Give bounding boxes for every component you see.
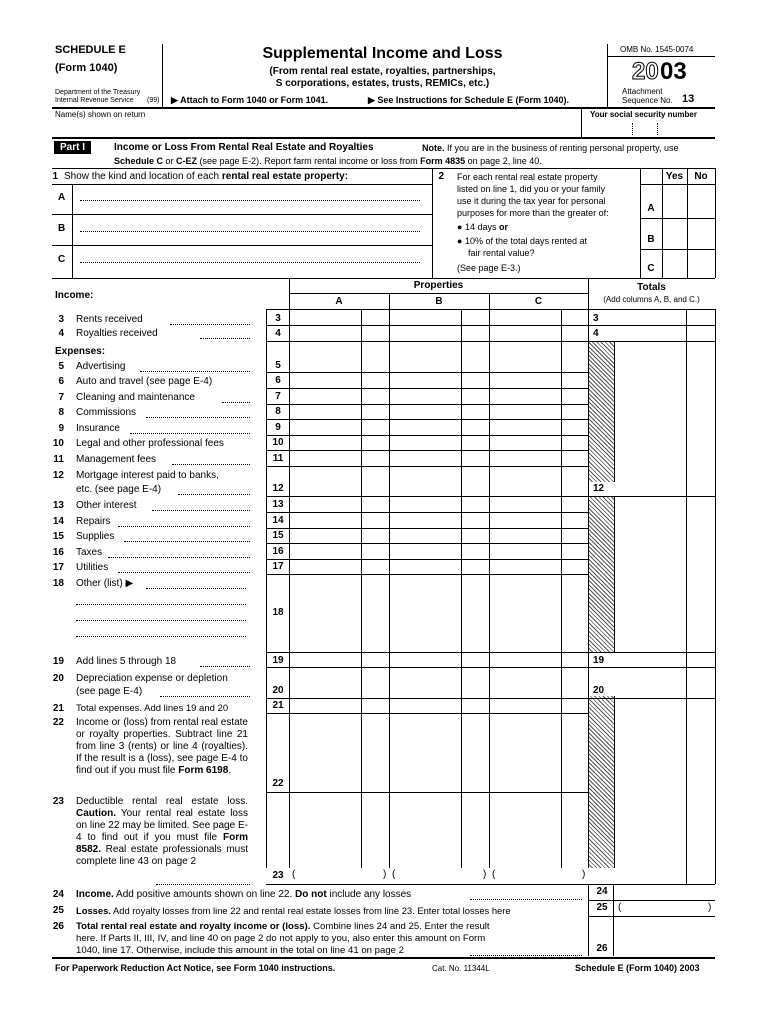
footer-cat-no: Cat. No. 11344L bbox=[432, 964, 490, 973]
line8-number: 8 bbox=[58, 407, 64, 418]
line21-amount-input[interactable] bbox=[290, 699, 560, 712]
line7-amount-input[interactable] bbox=[290, 389, 560, 402]
line2-row-c: C bbox=[647, 263, 655, 274]
line11-label: Management fees bbox=[76, 454, 157, 465]
line2-row-a: A bbox=[647, 203, 655, 214]
form-number: (Form 1040) bbox=[55, 62, 118, 74]
attachment-label: Attachment bbox=[622, 87, 663, 96]
line2-bullet-2b: fair rental value? bbox=[468, 248, 535, 258]
line17-amount-input[interactable] bbox=[290, 560, 560, 573]
line16-amount-input[interactable] bbox=[290, 544, 560, 557]
line16-number: 16 bbox=[52, 547, 64, 558]
note-c-ez: C-EZ bbox=[176, 156, 198, 166]
ssn-label: Your social security number bbox=[590, 110, 697, 119]
line12-box: 12 bbox=[272, 483, 284, 494]
line20-total-box: 20 bbox=[593, 685, 605, 696]
line6-box: 6 bbox=[275, 375, 281, 386]
line19-amount-input[interactable] bbox=[290, 653, 560, 666]
line23-form-8582: Form 8582. bbox=[76, 832, 248, 855]
line21-number: 21 bbox=[52, 703, 64, 714]
line12-label-2: etc. (see page E-4) bbox=[76, 484, 162, 495]
note-label: Note. bbox=[422, 143, 445, 153]
line7-box: 7 bbox=[275, 391, 281, 402]
line10-label: Legal and other professional fees bbox=[76, 438, 224, 449]
line2-bullet-2: 10% of the total days rented at bbox=[464, 236, 588, 246]
line1-label-bold: rental real estate property: bbox=[221, 171, 349, 182]
line18-other-input-1[interactable] bbox=[146, 588, 246, 589]
ssn-input[interactable] bbox=[590, 122, 712, 136]
subtitle-1: (From rental real estate, royalties, partnerships, bbox=[269, 66, 496, 77]
line23-box: 23 bbox=[272, 870, 284, 881]
line25-number: 25 bbox=[52, 905, 64, 916]
line16-label: Taxes bbox=[76, 547, 103, 558]
line2-b-yes-box[interactable] bbox=[663, 219, 686, 249]
line26-number: 26 bbox=[52, 921, 64, 932]
line23-number: 23 bbox=[52, 796, 64, 807]
line2-a-yes-box[interactable] bbox=[663, 185, 686, 215]
line25-box: 25 bbox=[596, 902, 608, 913]
line13-box: 13 bbox=[272, 499, 284, 510]
line3-number: 3 bbox=[58, 314, 64, 325]
line5-amount-input[interactable] bbox=[290, 358, 560, 371]
line15-label: Supplies bbox=[76, 531, 115, 542]
line25-bold: Losses. bbox=[76, 905, 111, 916]
line4-number: 4 bbox=[58, 328, 64, 339]
line10-box: 10 bbox=[272, 437, 284, 448]
line9-box: 9 bbox=[275, 422, 281, 433]
line22-form-6198: Form 6198 bbox=[178, 765, 229, 776]
line19-label: Add lines 5 through 18 bbox=[76, 656, 177, 667]
line23-b-input[interactable] bbox=[397, 869, 481, 882]
income-heading: Income: bbox=[55, 290, 94, 301]
part1-title: Income or Loss From Rental Real Estate and Royalties bbox=[114, 142, 374, 153]
line10-amount-input[interactable] bbox=[290, 436, 560, 449]
line17-number: 17 bbox=[52, 562, 64, 573]
form-title: Supplemental Income and Loss bbox=[262, 45, 503, 62]
property-c-input[interactable] bbox=[80, 262, 420, 263]
sequence-number: 13 bbox=[682, 93, 695, 105]
year-outline: 20 bbox=[632, 58, 659, 85]
line7-label: Cleaning and maintenance bbox=[76, 392, 195, 403]
line2-text-3: use it during the tax year for personal bbox=[457, 196, 606, 206]
line23-caution: Caution. bbox=[76, 808, 116, 819]
dept-line1: Department of the Treasury bbox=[55, 89, 141, 96]
line12-number: 12 bbox=[52, 470, 64, 481]
line7-number: 7 bbox=[58, 392, 64, 403]
dept-code: (99) bbox=[147, 97, 160, 104]
line9-number: 9 bbox=[58, 423, 64, 434]
totals-header: Totals bbox=[637, 282, 666, 293]
property-b-input[interactable] bbox=[80, 231, 420, 232]
line22-end: . bbox=[228, 765, 232, 776]
totals-sub: (Add columns A, B, and C.) bbox=[603, 295, 700, 304]
line19-total-box: 19 bbox=[593, 655, 605, 666]
line6-number: 6 bbox=[58, 376, 64, 387]
names-input[interactable] bbox=[56, 120, 576, 134]
line12-total-box: 12 bbox=[593, 483, 605, 494]
sequence-label: Sequence No. bbox=[622, 96, 673, 105]
line2-bullet-1-or: or bbox=[498, 222, 508, 232]
line13-number: 13 bbox=[52, 500, 64, 511]
line15-box: 15 bbox=[272, 530, 284, 541]
line18-label: Other (list) ▶ bbox=[76, 578, 134, 589]
footer-form-id: Schedule E (Form 1040) 2003 bbox=[575, 963, 700, 973]
line8-amount-input[interactable] bbox=[290, 405, 560, 418]
line22-amount-input[interactable] bbox=[290, 714, 560, 791]
line18-amount-input[interactable] bbox=[290, 576, 560, 651]
line3-box: 3 bbox=[275, 313, 281, 324]
line11-box: 11 bbox=[272, 453, 284, 464]
schedule-name: SCHEDULE E bbox=[55, 44, 126, 56]
line20-label-2: (see page E-4) bbox=[76, 686, 143, 697]
line23-text-a: Deductible rental real estate loss. bbox=[76, 796, 248, 807]
line9-label: Insurance bbox=[76, 423, 120, 434]
note-form-4835: Form 4835 bbox=[420, 156, 466, 166]
line10-number: 10 bbox=[52, 438, 64, 449]
line20-box: 20 bbox=[272, 685, 284, 696]
line25-amount-input[interactable] bbox=[624, 902, 706, 915]
line21-label: Total expenses. Add lines 19 and 20 bbox=[76, 703, 229, 714]
line5-box: 5 bbox=[275, 360, 281, 371]
properties-header: Properties bbox=[413, 280, 464, 291]
line24-number: 24 bbox=[52, 889, 64, 900]
line24-amount-input[interactable] bbox=[615, 886, 713, 899]
line15-amount-input[interactable] bbox=[290, 529, 560, 542]
line16-box: 16 bbox=[272, 546, 284, 557]
line20-label-1: Depreciation expense or depletion bbox=[76, 673, 228, 684]
line26-amount-input[interactable] bbox=[615, 942, 713, 955]
line26-bold: Total rental real estate and royalty income or (loss). bbox=[76, 921, 311, 932]
line4-label: Royalties received bbox=[76, 328, 158, 339]
line21-box: 21 bbox=[272, 700, 284, 711]
line4-box: 4 bbox=[275, 328, 281, 339]
line20-amount-input[interactable] bbox=[290, 684, 560, 697]
subtitle-2: S corporations, estates, trusts, REMICs, etc.) bbox=[275, 78, 490, 89]
line1-label: Show the kind and location of each bbox=[64, 171, 222, 182]
line26-text-1: Combine lines 24 and 25. Enter the result bbox=[310, 921, 490, 932]
line4-total-box: 4 bbox=[593, 328, 599, 339]
names-label: Name(s) shown on return bbox=[55, 110, 146, 119]
line8-box: 8 bbox=[275, 406, 281, 417]
line23-text-c: Real estate professionals must complete line 43 on page 2 bbox=[76, 844, 248, 867]
yes-header: Yes bbox=[665, 171, 684, 182]
note-text: If you are in the business of renting personal property, use bbox=[447, 143, 679, 153]
line14-label: Repairs bbox=[76, 516, 111, 527]
line4-amount-input[interactable] bbox=[290, 326, 560, 339]
line25-text: Add royalty losses from line 22 and rental real estate losses from line 23. Enter total losses here bbox=[110, 905, 511, 916]
line24-text: Add positive amounts shown on line 22. bbox=[113, 889, 296, 900]
line14-box: 14 bbox=[272, 515, 284, 526]
note-text-3: on page 2, line 40. bbox=[465, 156, 542, 166]
property-a-input[interactable] bbox=[80, 200, 420, 201]
line23-text-b: Your rental real estate loss on line 22 may be limited. See page E-4 to find out if you must file bbox=[76, 808, 248, 843]
attach-instruction: ▶ Attach to Form 1040 or Form 1041. bbox=[171, 95, 329, 105]
line2-c-no-box[interactable] bbox=[688, 250, 714, 277]
line26-box: 26 bbox=[596, 943, 608, 954]
line1-number: 1 bbox=[52, 171, 58, 182]
line9-amount-input[interactable] bbox=[290, 420, 560, 433]
no-header: No bbox=[694, 171, 708, 182]
line5-label: Advertising bbox=[76, 361, 126, 372]
column-a-header: A bbox=[335, 296, 343, 307]
line8-label: Commissions bbox=[76, 407, 137, 418]
line2-row-b: B bbox=[647, 234, 655, 245]
line24-box: 24 bbox=[596, 886, 608, 897]
line18-other-input-3[interactable] bbox=[76, 620, 246, 621]
line3-amount-input[interactable] bbox=[290, 311, 560, 324]
note-or: or bbox=[163, 156, 177, 166]
line18-number: 18 bbox=[52, 578, 64, 589]
line19-box: 19 bbox=[272, 655, 284, 666]
line18-box: 18 bbox=[272, 607, 284, 618]
line22-number: 22 bbox=[52, 717, 64, 728]
column-c-header: C bbox=[534, 296, 543, 307]
line22-text: Income or (loss) from rental real estate or royalty properties. Subtract line 21 from line 3 (rents) or line 4 (royalties). If the result is a (loss), see page E-4 to find out if you must file bbox=[76, 717, 248, 776]
line6-label: Auto and travel (see page E-4) bbox=[76, 376, 213, 387]
line6-amount-input[interactable] bbox=[290, 373, 560, 386]
property-row-b: B bbox=[58, 223, 66, 234]
line23-c-input[interactable] bbox=[497, 869, 581, 882]
property-row-c: C bbox=[58, 254, 66, 265]
line12-amount-input[interactable] bbox=[290, 482, 560, 495]
line22-box: 22 bbox=[272, 778, 284, 789]
property-row-a: A bbox=[58, 192, 66, 203]
line14-amount-input[interactable] bbox=[290, 513, 560, 526]
line2-number: 2 bbox=[438, 171, 444, 182]
line5-number: 5 bbox=[58, 361, 64, 372]
column-b-header: B bbox=[435, 296, 443, 307]
line2-see-page: (See page E-3.) bbox=[457, 263, 521, 273]
line3-label: Rents received bbox=[76, 314, 143, 325]
line2-b-no-box[interactable] bbox=[688, 219, 714, 249]
line18-other-input-2[interactable] bbox=[76, 604, 246, 605]
line2-text-4: purposes for more than the greater of: bbox=[457, 208, 609, 218]
line20-number: 20 bbox=[52, 673, 64, 684]
line19-number: 19 bbox=[52, 656, 64, 667]
line13-amount-input[interactable] bbox=[290, 497, 560, 510]
line11-amount-input[interactable] bbox=[290, 451, 560, 464]
line17-box: 17 bbox=[272, 561, 284, 572]
line2-c-yes-box[interactable] bbox=[663, 250, 686, 277]
line13-label: Other interest bbox=[76, 500, 137, 511]
see-instructions: ▶ See Instructions for Schedule E (Form 1040). bbox=[368, 95, 569, 105]
dept-line2: Internal Revenue Service bbox=[55, 97, 134, 104]
line12-label-1: Mortgage interest paid to banks, bbox=[76, 470, 219, 481]
line11-number: 11 bbox=[53, 454, 64, 465]
line18-other-input-4[interactable] bbox=[76, 636, 246, 637]
line2-text-1: For each rental real estate property bbox=[457, 172, 598, 182]
line14-number: 14 bbox=[52, 516, 64, 527]
footer-paperwork: For Paperwork Reduction Act Notice, see Form 1040 instructions. bbox=[55, 963, 336, 973]
line2-bullet-1: 14 days bbox=[464, 222, 499, 232]
line26-text-2: here. If Parts II, III, IV, and line 40 on page 2 do not apply to you, also enter this amount on Form bbox=[76, 933, 486, 944]
year-bold: 03 bbox=[660, 58, 687, 85]
omb-number: OMB No. 1545-0074 bbox=[620, 45, 694, 54]
expenses-heading: Expenses: bbox=[55, 346, 106, 357]
line24-text-2: include any losses bbox=[326, 889, 412, 900]
line17-label: Utilities bbox=[76, 562, 109, 573]
line15-number: 15 bbox=[52, 531, 64, 542]
line2-text-2: listed on line 1, did you or your family bbox=[457, 184, 606, 194]
line23-a-input[interactable] bbox=[297, 869, 381, 882]
line24-bold: Income. bbox=[76, 889, 114, 900]
line3-total-box: 3 bbox=[593, 313, 599, 324]
part1-badge: Part I bbox=[54, 141, 91, 154]
note-schedule-c: Schedule C bbox=[114, 156, 164, 166]
line2-a-no-box[interactable] bbox=[688, 185, 714, 215]
line24-do-not: Do not bbox=[295, 889, 327, 900]
line26-text-3: 1040, line 17. Otherwise, include this amount in the total on line 41 on page 2 bbox=[76, 945, 405, 956]
note-text-2: (see page E-2). Report farm rental income or loss from bbox=[197, 156, 421, 166]
